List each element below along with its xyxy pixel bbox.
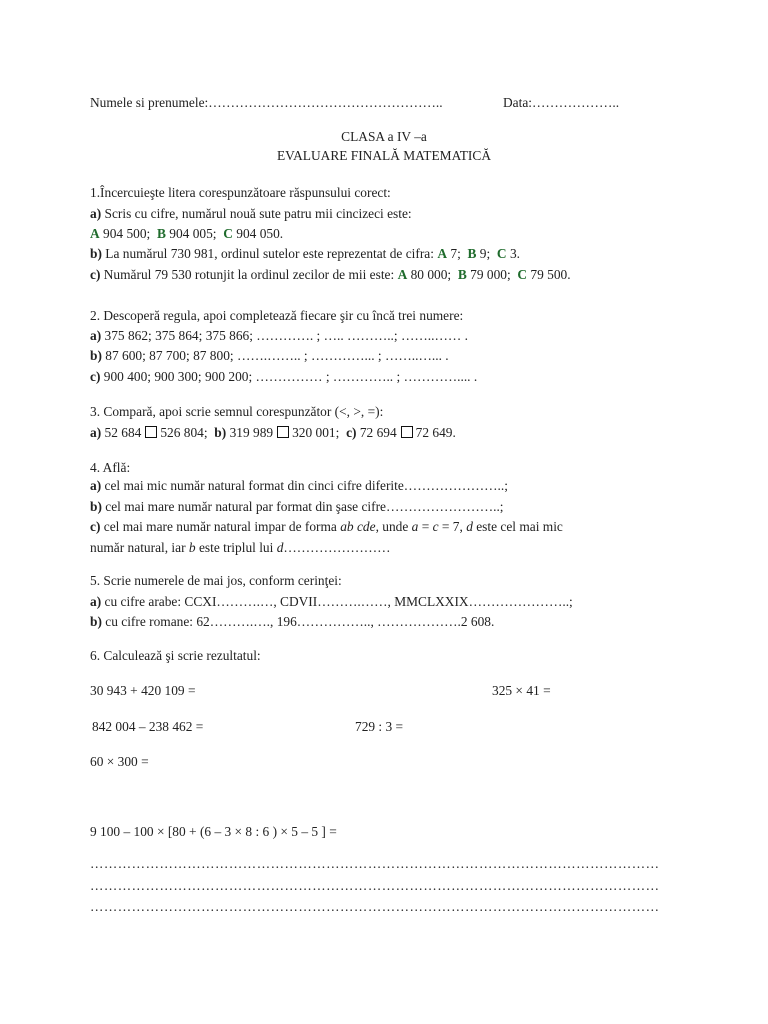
q1-c-text: c) Numărul 79 530 rotunjit la ordinul zecilor de mii este: A 80 000; B 79 000; C 79 500. xyxy=(90,267,571,282)
q6-expression-4: 729 : 3 = xyxy=(355,719,404,734)
q4-b-text: b) cel mai mare număr natural par format din şase cifre……………………..; xyxy=(90,499,504,514)
q1-b-text: b) La numărul 730 981, ordinul sutelor este reprezentat de cifra: A 7; B 9; C 3. xyxy=(90,246,520,261)
q6-prompt: 6. Calculează şi scrie rezultatul: xyxy=(90,648,261,663)
q2-prompt: 2. Descoperă regula, apoi completează fiecare şir cu încă trei numere: xyxy=(90,308,464,323)
q3-comparisons: a) 52 684 526 804; b) 319 989 320 001; c) 72 694 72 649. xyxy=(90,425,456,440)
q1-prompt: 1.Încercuieşte litera corespunzătoare răspunsului corect: xyxy=(90,185,391,200)
date-field: Data:……………….. xyxy=(503,95,620,110)
compare-box-c[interactable] xyxy=(401,426,413,438)
q6-expression-5: 60 × 300 = xyxy=(90,754,149,769)
q6-expression-3: 842 004 – 238 462 = xyxy=(92,719,204,734)
q1-a-text: a) Scris cu cifre, numărul nouă sute patru mii cincizeci este: xyxy=(90,206,412,221)
answer-line[interactable]: …………………………………………………………………………………………………………… xyxy=(90,899,660,914)
answer-line[interactable]: …………………………………………………………………………………………………………… xyxy=(90,878,660,893)
name-field: Numele si prenumele:…………………………………………….. xyxy=(90,95,443,110)
q1-a-options: A 904 500; B 904 005; C 904 050. xyxy=(90,226,284,241)
q4-a-text: a) cel mai mic număr natural format din cinci cifre diferite…………………..; xyxy=(90,478,508,493)
q5-a-text: a) cu cifre arabe: CCXI……….…, CDVII……….……, MMCLXXIX…………………..; xyxy=(90,594,573,609)
q5-b-text: b) cu cifre romane: 62……….…., 196…………….., ……………….2 608. xyxy=(90,614,495,629)
q2-c-sequence: c) 900 400; 900 300; 900 200; …………… ; ………….. ; ………….... . xyxy=(90,369,478,384)
q6-expression-2: 325 × 41 = xyxy=(492,683,551,698)
q2-a-sequence: a) 375 862; 375 864; 375 866; …………. ; ….. ………..; ……..…… . xyxy=(90,328,468,343)
q4-prompt: 4. Află: xyxy=(90,460,131,475)
exam-title: EVALUARE FINALĂ MATEMATICĂ xyxy=(277,148,491,163)
q4-c-text-continued: număr natural, iar b este triplul lui d…………………… xyxy=(90,540,391,555)
compare-box-a[interactable] xyxy=(145,426,157,438)
q6-expression-1: 30 943 + 420 109 = xyxy=(90,683,196,698)
q6-expression-6: 9 100 – 100 × [80 + (6 – 3 × 8 : 6 ) × 5 – 5 ] = xyxy=(90,824,337,839)
q4-c-text: c) cel mai mare număr natural impar de forma ab cde, unde a = c = 7, d este cel mai mic xyxy=(90,519,563,534)
q2-b-sequence: b) 87 600; 87 700; 87 800; …….…….. ; …………... ; ……..…... . xyxy=(90,348,449,363)
compare-box-b[interactable] xyxy=(277,426,289,438)
class-title: CLASA a IV –a xyxy=(341,129,427,144)
q3-prompt: 3. Compară, apoi scrie semnul corespunzător (<, >, =): xyxy=(90,404,384,419)
answer-line[interactable]: …………………………………………………………………………………………………………… xyxy=(90,856,660,871)
q5-prompt: 5. Scrie numerele de mai jos, conform cerinţei: xyxy=(90,573,342,588)
